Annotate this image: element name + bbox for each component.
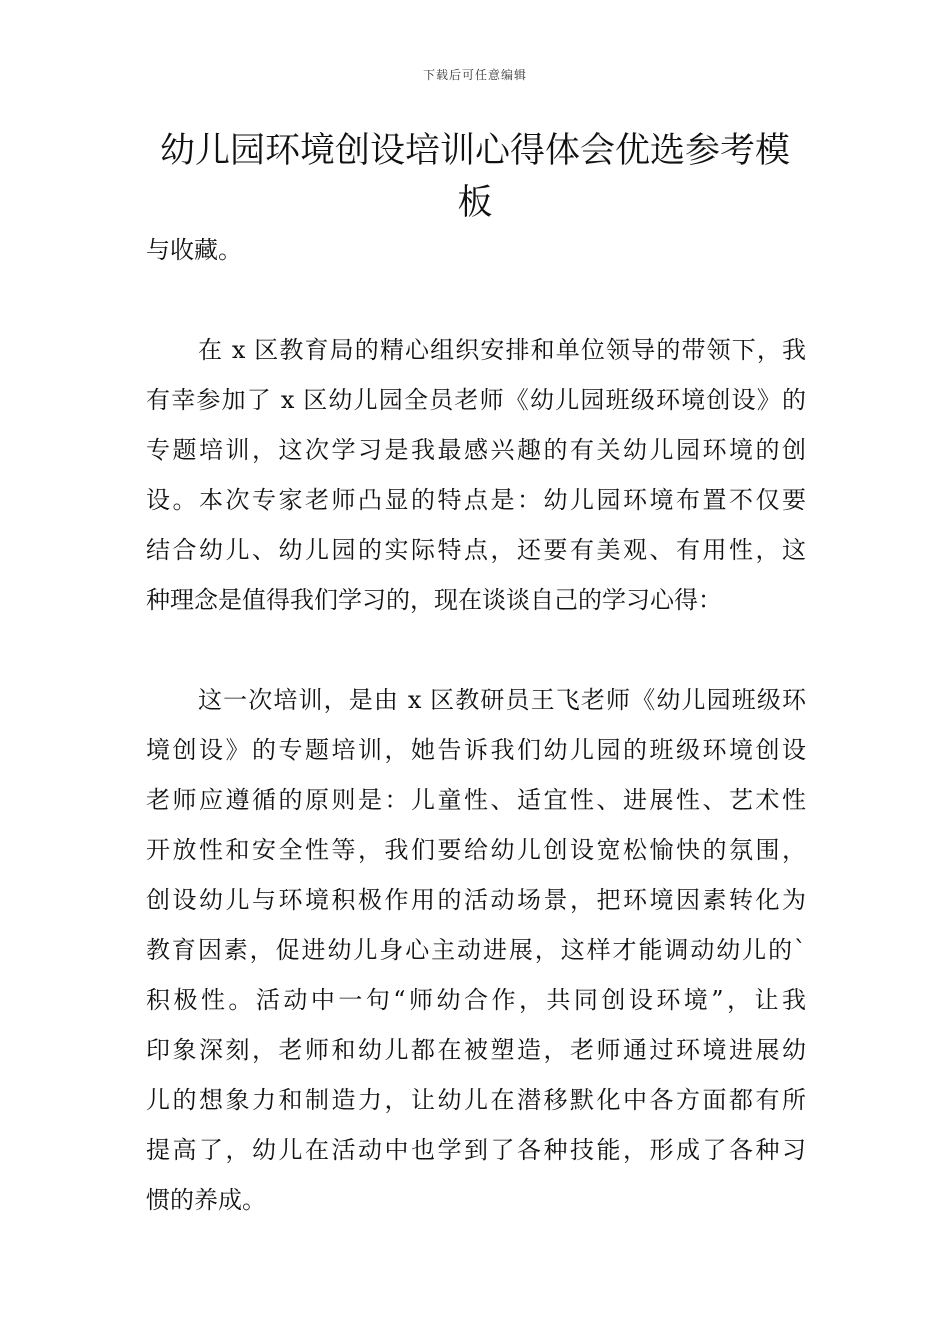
paragraph-line: 开放性和安全性等，我们要给幼儿创设宽松愉快的氛围，: [146, 836, 806, 864]
paragraph-line: 老师应遵循的原则是：儿童性、适宜性、进展性、艺术性: [146, 786, 806, 814]
paragraph-line: 在 x 区教育局的精心组织安排和单位领导的带领下，我: [198, 336, 806, 364]
paragraph-line: 这一次培训，是由 x 区教研员王飞老师《幼儿园班级环: [198, 686, 806, 714]
paragraph-line: 有幸参加了 x 区幼儿园全员老师《幼儿园班级环境创设》的: [146, 386, 806, 414]
document-body: [146, 225, 806, 1225]
paragraph-line: 种理念是值得我们学习的，现在谈谈自己的学习心得：: [146, 586, 722, 614]
paragraph-line: 印象深刻，老师和幼儿都在被塑造，老师通过环境进展幼: [146, 1036, 806, 1064]
paragraph-line: 专题培训，这次学习是我最感兴趣的有关幼儿园环境的创: [146, 436, 806, 464]
paragraph-line: 提高了，幼儿在活动中也学到了各种技能，形成了各种习: [146, 1136, 806, 1164]
title-line-2: 板: [457, 183, 493, 223]
header-note: 下载后可任意编辑: [422, 68, 527, 82]
document-title: [130, 125, 820, 229]
paragraph-2: [146, 675, 806, 1225]
paragraph-line: 儿的想象力和制造力，让幼儿在潜移默化中各方面都有所: [146, 1086, 806, 1114]
paragraph-line: 结合幼儿、幼儿园的实际特点，还要有美观、有用性，这: [146, 536, 806, 564]
text-fragment: 与收藏。: [146, 236, 242, 264]
paragraph-line: 设。本次专家老师凸显的特点是：幼儿园环境布置不仅要: [146, 486, 806, 514]
title-line-1: 幼儿园环境创设培训心得体会优选参考模: [159, 131, 790, 171]
paragraph-line: 创设幼儿与环境积极作用的活动场景，把环境因素转化为: [146, 886, 806, 914]
paragraph-line: 教育因素，促进幼儿身心主动进展，这样才能调动幼儿的`: [146, 936, 806, 964]
paragraph-line: 积极性。活动中一句“师幼合作，共同创设环境”，让我: [146, 986, 806, 1014]
paragraph-1: [146, 325, 806, 625]
paragraph-line: 惯的养成。: [146, 1186, 266, 1214]
paragraph-line: 境创设》的专题培训，她告诉我们幼儿园的班级环境创设: [146, 736, 806, 764]
